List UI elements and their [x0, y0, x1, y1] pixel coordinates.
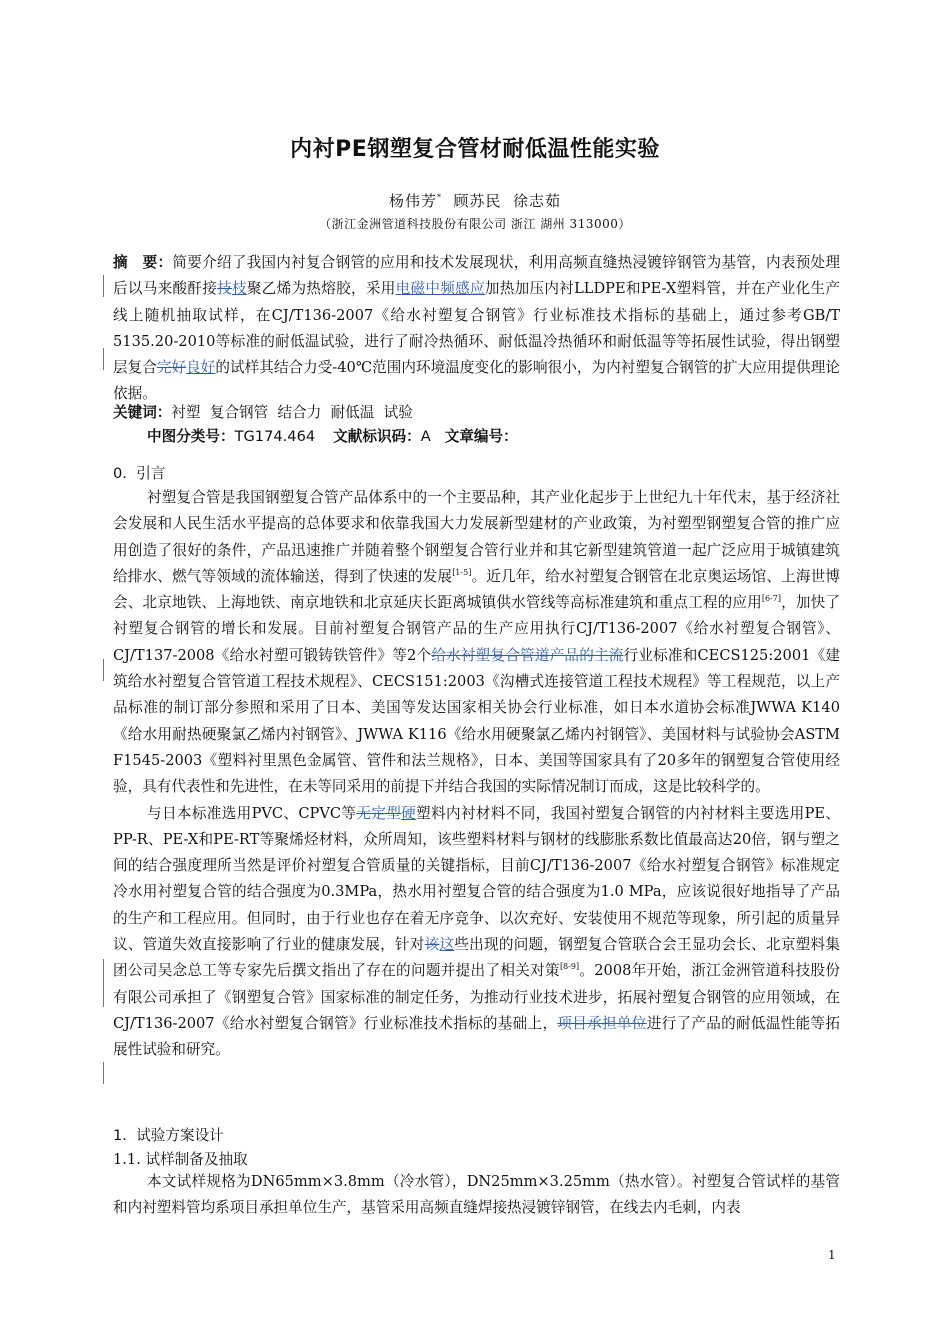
abstract-label: 摘 要：	[113, 254, 173, 271]
abstract	[113, 250, 840, 408]
keywords-label: 关键词：	[113, 404, 172, 421]
paragraph-text: ，加快了衬塑复合钢管的增长和发展。目前衬塑复合钢管产品的生产应用执行CJ/T136-2007《给水衬塑复合钢管》、CJ/T137-2008《给水衬塑可锻铸铁管件》等2个	[113, 594, 840, 664]
citation: [6-7]	[761, 594, 781, 604]
paragraph-text: 。2008年开始，浙江金洲管道科技股份有限公司承担了《钢塑复合管》国家标准的制定任务，为推动行业技术进步，拓展衬塑复合钢管的应用领域，在CJ/T136-2007《给水衬塑复合钢管》行业标准技术指标的基础上，	[113, 962, 840, 1032]
revision-bar	[103, 348, 104, 370]
clc-value: TG174.464	[234, 428, 316, 445]
subsection-heading-sample-prep: 1.1. 试样制备及抽取	[113, 1151, 248, 1168]
doc-code-label: 文献标识码：	[333, 428, 421, 445]
paragraph-text: 行业标准和CECS125:2001《建筑给水衬塑复合管管道工程技术规程》、CECS151:2003《沟槽式连接管道工程技术规程》等工程规范，以上产品标准的制订部分参照和采用了日本、美国等发达国家相关协会行业标准，如日本水道协会标准JWWA K140《给水用耐热硬聚氯乙烯内衬钢管》、JWWA K116《给水用硬聚氯乙烯内衬钢管》、美国材料与试验协会ASTM F1545-2003《塑料衬里黑色金属管、管件和法兰规格》，日本、美国等国家具有了20多年的钢塑复合管使用经验，具有代表性和先进性，在未等同采用的前提下并结合我国的实际情况制订而成，这是比较科学的。	[113, 646, 840, 796]
abstract-text: 的试样其结合力受-40℃范围内环境温度变化的影响很小，为内衬塑复合钢管的扩大应用提供理论依据。	[113, 359, 840, 403]
deleted-text: 该	[424, 936, 440, 954]
section-heading-experiment-design: 1. 试验方案设计	[113, 1127, 224, 1144]
abstract-text: 聚乙烯为热熔胶，采用	[246, 280, 396, 298]
other-authors: 顾苏民 徐志茹	[441, 192, 562, 210]
introduction-body	[113, 485, 840, 1064]
citation: [8-9]	[559, 962, 580, 972]
corresponding-author-mark: *	[436, 193, 442, 202]
paragraph-text: 。近几年，给水衬塑复合钢管在北京奥运场馆、上海世博会、北京地铁、上海地铁、南京地铁和北京延庆长距离城镇供水管线等高标准建筑和重点工程的应用	[113, 567, 840, 612]
paragraph	[113, 801, 840, 1064]
article-number-label: 文章编号：	[444, 428, 518, 445]
paper-title: 内衬PE钢塑复合管材耐低温性能实验	[290, 137, 660, 162]
paragraph: 本文试样规格为DN65mm×3.8mm（冷水管），DN25mm×3.25mm（热水管）。衬塑复合管试样的基管和内衬塑料管均系项目承担单位生产，基管采用高频直缝焊接热浸镀锌钢管，在线去内毛刺，内表	[113, 1173, 840, 1217]
section-heading-introduction: 0. 引言	[113, 465, 166, 482]
paragraph-text: 与日本标准选用PVC、CPVC等	[147, 804, 357, 822]
keywords	[113, 400, 840, 426]
deleted-text: 项目承担单位	[557, 1014, 647, 1032]
paragraph-text: 衬塑复合管是我国钢塑复合管产品体系中的一个主要品种，其产业化起步于上世纪九十年代末，基于经济社会发展和人民生活水平提高的总体要求和依靠我国大力发展新型建材的产业政策，为衬塑型钢塑复合管的推广应用创造了很好的条件，产品迅速推广并随着整个钢塑复合管行业并和其它新型建筑管道一起广泛应用于城镇建筑给排水、燃气等领域的流体输送，得到了快速的发展	[113, 489, 840, 585]
classification-line	[113, 424, 840, 450]
keywords-text: 衬塑 复合钢管 结合力 耐低温 试验	[171, 404, 413, 421]
doc-code-value: A	[420, 428, 431, 445]
paragraph-text: 进行了产品的耐低温性能等拓展性试验和研究。	[113, 1014, 840, 1059]
revision-bar	[103, 959, 104, 1007]
paragraph-text: 塑料内衬材料不同，我国衬塑复合钢管的内衬材料主要选用PE、PP-R、PE-X和PE-RT等聚烯烃材料，众所周知，该些塑料材料与钢材的线膨胀系数比值最高达20倍，钢与塑之间的结合强度理所当然是评价衬塑复合管质量的关键指标，目前CJ/T136-2007《给水衬塑复合钢管》标准规定冷水用衬塑复合管的结合强度为0.3MPa，热水用衬塑复合管的结合强度为1.0 MPa，应该说很好地指导了产品的生产和工程应用。但同时，由于行业也存在着无序竞争、以次充好、安装使用不规范等现象，所引起的质量异议、管道失效直接影响了行业的健康发展，针对	[113, 804, 840, 954]
revision-bar	[103, 1062, 104, 1084]
inserted-text: 枝	[232, 280, 247, 298]
abstract-text: 加热加压内衬LLDPE和PE-X塑料管，并在产业化生产线上随机抽取试样，在CJ/T136-2007《给水衬塑复合钢管》行业标准技术指标的基础上，通过参考GB/T 5135.20-2010等标准的耐低温试验，进行了耐冷热循环、耐低温冷热循环和耐低温等等拓展性试验，得出钢塑层复合	[113, 280, 840, 377]
page-number: 1	[828, 1248, 836, 1262]
inserted-text: 这	[439, 936, 455, 954]
inserted-text: 电磁中频感应	[395, 280, 485, 298]
inserted-text: 硬	[401, 804, 417, 822]
deleted-text: 技	[217, 280, 232, 298]
affiliation: （浙江金洲管道科技股份有限公司 浙江 湖州 313000）	[319, 217, 631, 231]
revision-bar	[103, 275, 104, 297]
clc-label: 中图分类号：	[147, 428, 235, 445]
abstract-text: 简要介绍了我国内衬复合钢管的应用和技术发展现状，利用高频直缝热浸镀锌钢管为基管，内表预处理后以马来酸酐接	[113, 254, 840, 298]
author-line	[0, 190, 950, 211]
first-author: 杨伟芳	[388, 192, 437, 210]
deleted-text: 无定型	[356, 804, 402, 822]
paragraph	[113, 485, 840, 801]
deleted-text: 完好	[156, 359, 187, 377]
citation: [1-5]	[452, 568, 472, 578]
inserted-text: 良好	[186, 359, 216, 377]
deleted-text: 给水衬塑复合管道产品的主流	[431, 646, 624, 664]
sample-prep-body	[113, 1169, 840, 1222]
paragraph-text: 些出现的问题，钢塑复合管联合会王显功会长、北京塑料集团公司吴念总工等专家先后撰文指出了存在的问题并提出了相关对策	[113, 936, 840, 980]
revision-bar	[103, 659, 104, 681]
